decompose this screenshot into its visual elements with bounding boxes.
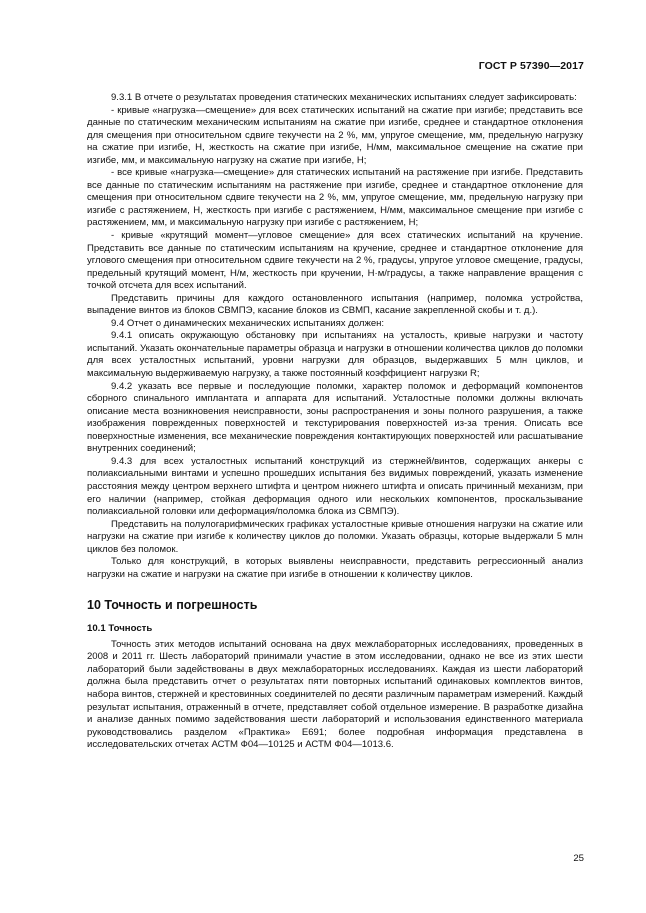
standard-header: ГОСТ Р 57390—2017 [478, 60, 584, 72]
page-number: 25 [573, 853, 584, 864]
list-item-compression-bending: - кривые «нагрузка—смещение» для всех статических испытаний на сжатие при изгибе; представить все данные по статическим механическим испытаниям на сжатие при изгибе, среднее и стандартное отклонения для смещения при относительном сдвиге текучести на 2 %, мм, упругое смещение, мм, предельную нагрузку на сжатие при изгибе, Н, жесткость на сжатие при изгибе, Н/мм, максимальное смещение на сжатие при изгибе, мм, и максимальную нагрузку на сжатие при изгибе, Н; [87, 104, 583, 166]
list-item-tension-bending: - все кривые «нагрузка—смещение» для статических испытаний на растяжение при изгибе. Представить все данные по статическим испытаниям на растяжение при изгибе, среднее и стандартное отклонение для смещения при относительном сдвиге текучести на 2 %, мм, упругое смещение, мм, предельную нагрузку при изгибе с растяжением, Н, жесткость при изгибе с растяжением, Н/мм, максимальное смещение при изгибе с растяжением, мм, и максимальную нагрузку при изгибе с растяжением, Н; [87, 167, 583, 229]
paragraph-regression: Только для конструкций, в которых выявлены неисправности, представить регрессионный анализ нагрузки на сжатие и нагрузки на сжатие при изгибе в отношении к количеству циклов. [87, 556, 583, 580]
paragraph-9-3-1: 9.3.1 В отчете о результатах проведения статических механических испытаниях следует зафиксировать: [111, 92, 577, 103]
section-title: 10 Точность и погрешность [87, 598, 258, 613]
paragraph-9-4-1: 9.4.1 описать окружающую обстановку при испытаниях на усталость, кривые нагрузки и частоту испытаний. Указать окончательные параметры образца и нагрузки в отношении количества циклов до поломки для всех усталостных испытаний, уровни нагрузки для образцов, выдержавших 5 млн циклов, и максимальную выдерживаемую нагрузку, а также постоянный коэффициент нагрузки R; [87, 330, 583, 380]
paragraph-precision: Точность этих методов испытаний основана на двух межлабораторных исследованиях, проведенных в 2008 и 2011 гг. Шесть лабораторий принимали участие в этом исследовании, однако не все из этих шести лабораторий были задействованы в двух межлабораторных исследованиях. Каждая из шести лабораторий должна была представить отчет о результатах пяти повторных испытаний одинаковых комплектов винтов, набора винтов, стержней и крестовинных соединителей по десяти различным параметрам измерений. Каждый результат испытания, отраженный в отчете, представляет собой отдельное измерение. В разработке дизайна и анализе данных помимо задействования шести лабораторий и использования единственного материала руководствовались разделом «Практика» E691; более подробная информация представлена в исследовательских отчетах АСТМ Ф04—10125 и АСТМ Ф04—1013.6. [87, 638, 583, 751]
list-item-torsion: - кривые «крутящий момент—угловое смещение» для всех статических испытаний на кручение. Представить все данные по статическим испытаниям на кручение, среднее и стандартное отклонение для углового смещения при относительном сдвиге текучести на 2 %, градусы, упругое угловое смещение, градусы, предельный крутящий момент, Н/м, жесткость при кручении, Н·м/градусы, а также направление вращения с точкой отсчета для всех испытаний. [87, 230, 583, 292]
paragraph-9-4: 9.4 Отчет о динамических механических испытаниях должен: [111, 317, 385, 329]
paragraph-stop-reasons: Представить причины для каждого остановленного испытания (например, поломка устройства, выпадение винтов из блоков СВМПЭ, касание блоков из СВМП, касание закрепленной скобы и т. д.). [87, 292, 583, 317]
paragraph-9-4-2: 9.4.2 указать все первые и последующие поломки, характер поломок и деформаций компонентов сборного спинального имплантата и аппарата для испытаний. Усталостные поломки должны включать описание места возникновения неисправности, зоны распространения и зоны полного разрушения, а также изображения поврежденных поверхностей и текстурирования поверхностей из-за трения. Описать все поверхностные изменения, все механические повреждения контактирующих поверхностей или расшатывание внутренних соединений; [87, 380, 583, 455]
paragraph-9-4-3: 9.4.3 для всех усталостных испытаний конструкций из стержней/винтов, содержащих анкеры с полиаксиальными винтами и успешно прошедших испытания без видимых повреждений, указать изменение расстояния между центром верхнего штифта и центром нижнего штифта и описать причинный механизм, при его наличии (например, стойкая деформация одного или нескольких компонентов, проскальзывание полиаксиальной головки или деформация/поломка блока из СВМПЭ). [87, 455, 583, 518]
document-body [87, 92, 583, 752]
paragraph-semilog-plots: Представить на полулогарифмических графиках усталостные кривые отношения нагрузки на сжатие или нагрузки на сжатие при изгибе к количеству циклов до поломки. Указать образцы, которые выдержали 5 млн циклов без поломок. [87, 518, 583, 555]
subsection-title: 10.1 Точность [87, 623, 153, 635]
